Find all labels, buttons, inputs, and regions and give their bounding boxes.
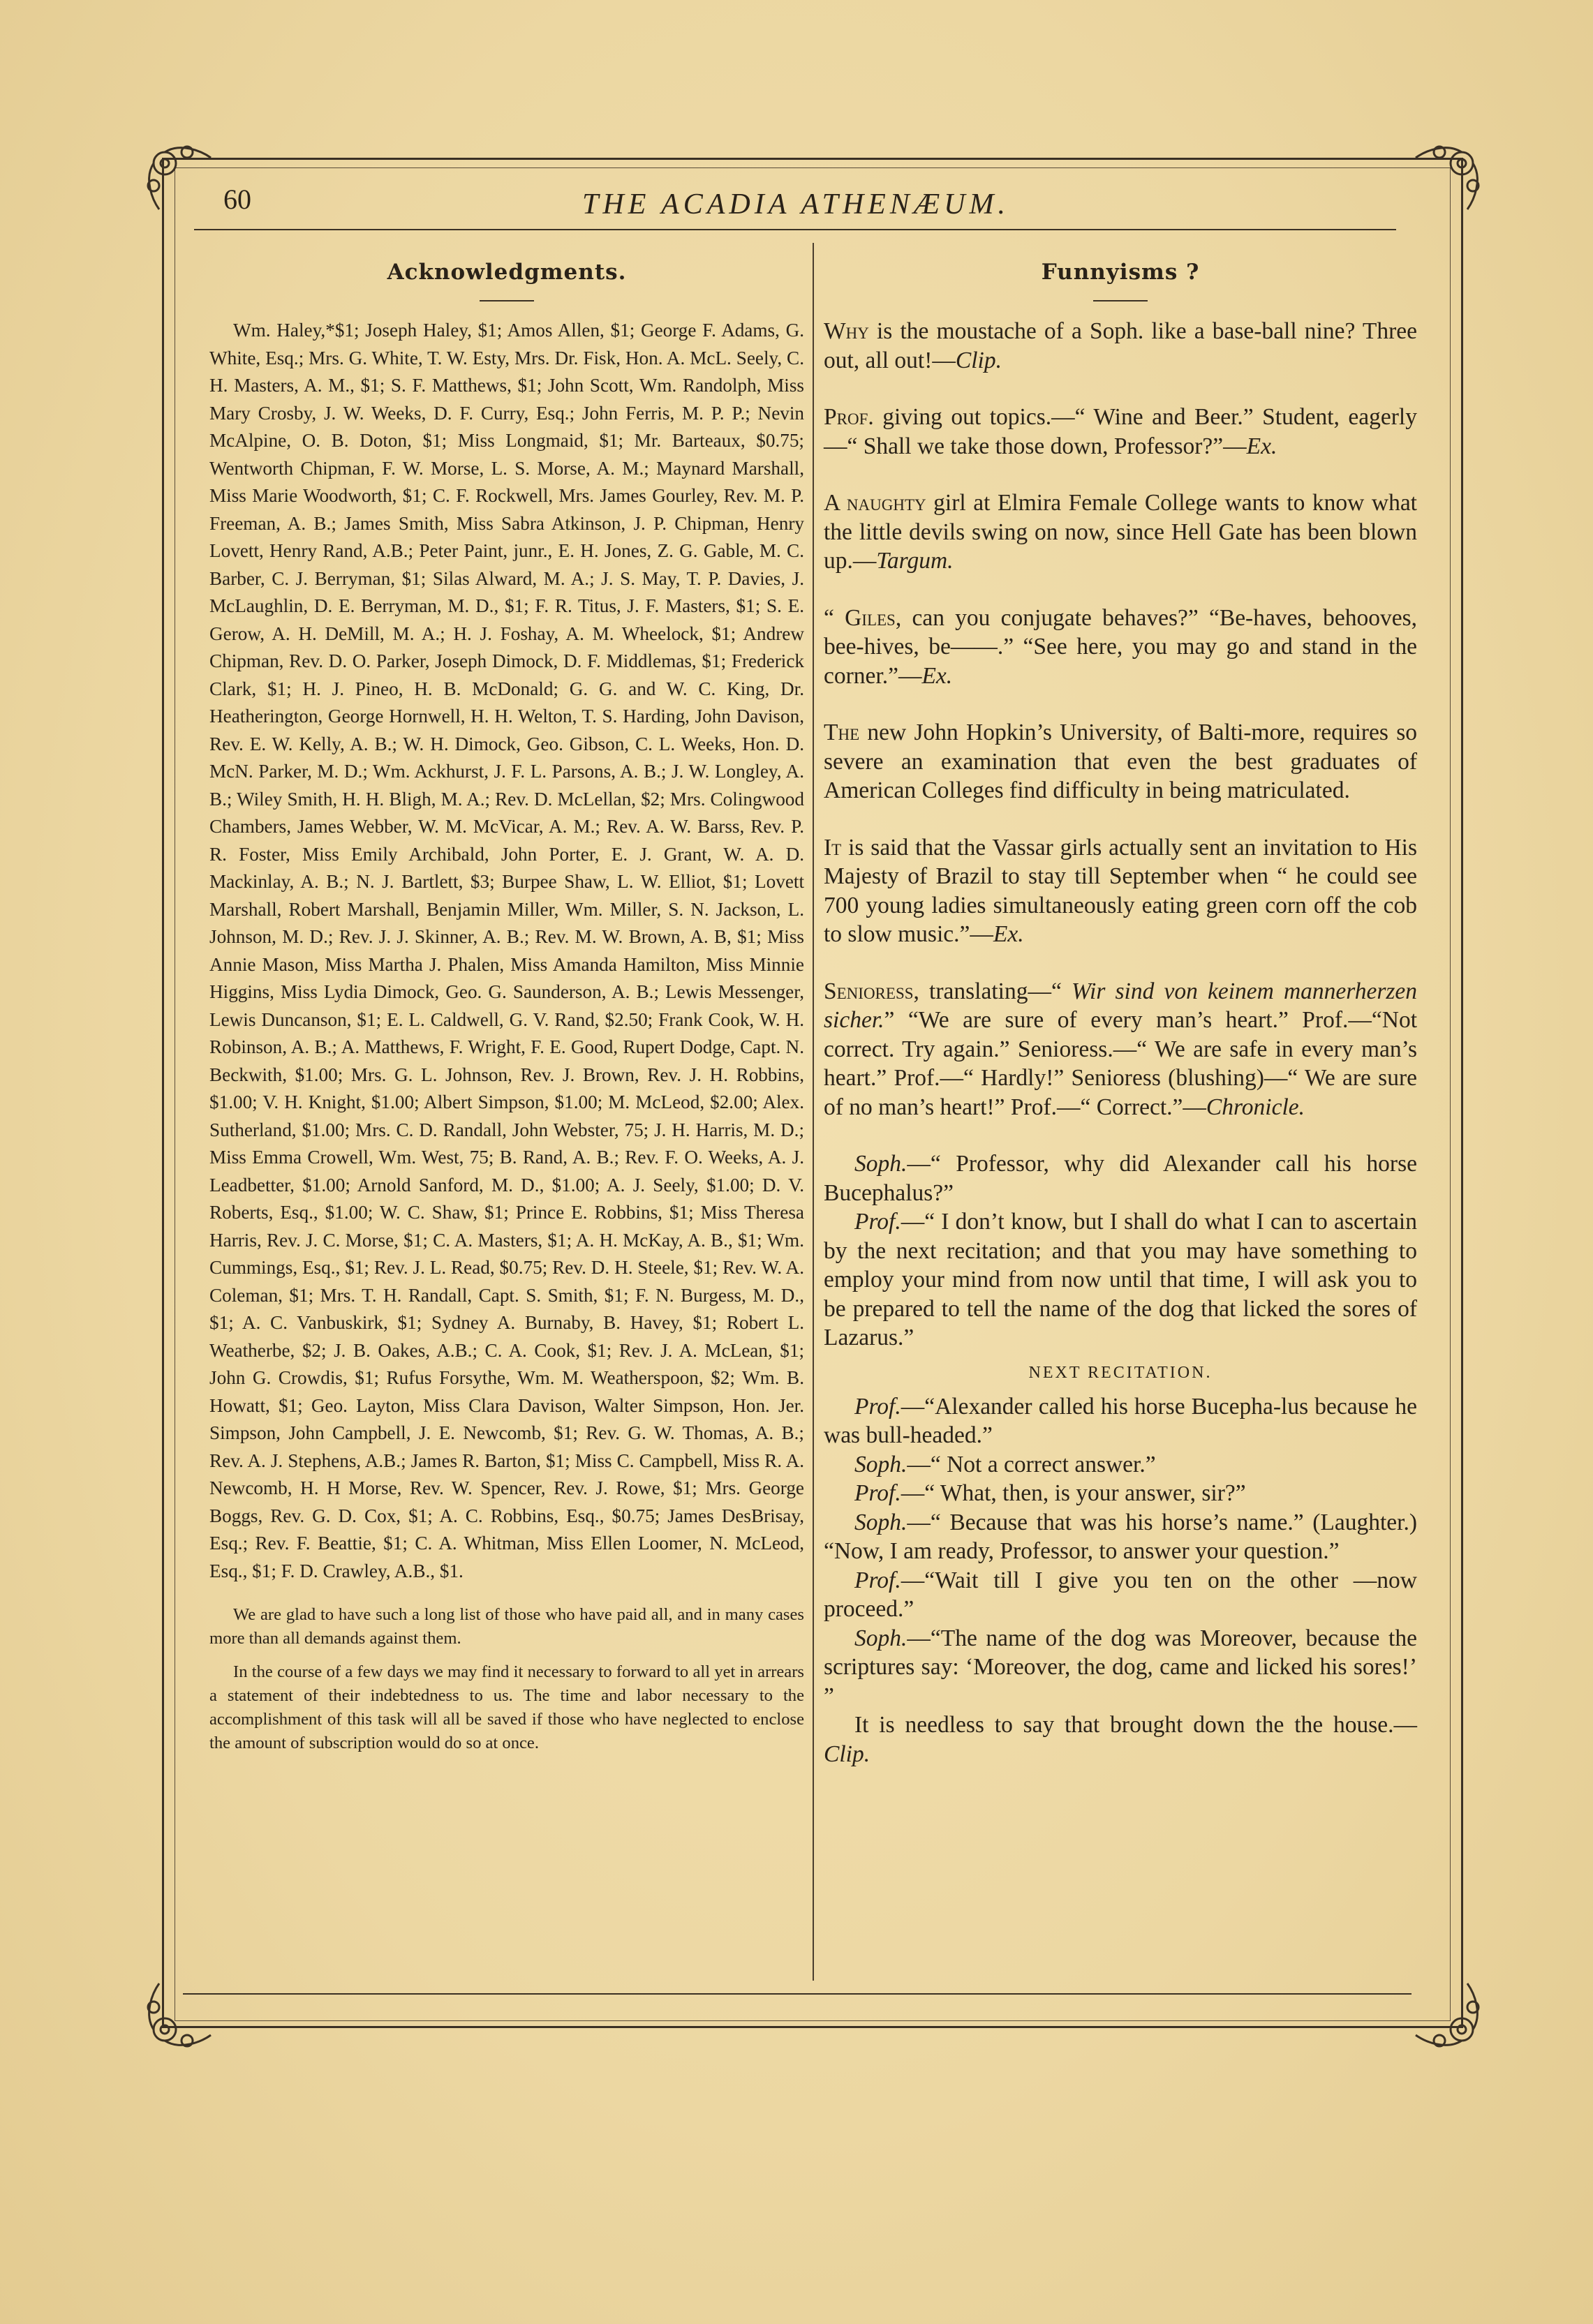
heading-rule <box>1093 300 1148 301</box>
footer-rule <box>183 1993 1412 1995</box>
corner-scroll-bottom-left-icon <box>138 1979 215 2056</box>
joke-elmira: A naughty girl at Elmira Female College wants to know what the little devils swing on now, since Hell Gate has been blown up.—Targum. <box>824 490 1417 574</box>
funnyisms-column <box>824 253 1417 1768</box>
joke-senioress: Senioress, translating—“ Wir sind von keinem mannerherzen sicher.” “We are sure of every man’s heart.” Prof.—“Not correct. Try again.” Senioress.—“ We are safe in every man’s heart.” Prof.—“ Hardly!” Senioress (blushing)—“ We are sure of no man’s heart!” Prof.—“ Correct.”—Chronicle. <box>824 978 1418 1120</box>
acknowledgments-heading: Acknowledgments. <box>387 260 627 285</box>
dialogue-line: Prof.—“Alexander called his horse Bucepha-lus because he was bull-headed.” <box>824 1393 1417 1448</box>
joke-wine-and-beer: Prof. giving out topics.—“ Wine and Beer.” Student, eagerly—“ Shall we take those down, Professor?”—Ex. <box>824 404 1417 459</box>
dialogue-line: Soph.—“ Not a correct answer.” <box>854 1451 1156 1477</box>
arrears-notice: In the course of a few days we may find it necessary to forward to all yet in arrears a statement of their indebtedness to us. The time and labor necessary to the accomplishment of this task will all be saved if those who have neglected to enclose the amount of subscription would do so at once. <box>209 1662 804 1752</box>
journal-title: THE ACADIA ATHENÆUM. <box>582 188 1009 221</box>
acknowledgments-column <box>209 253 804 1755</box>
corner-scroll-top-right-icon <box>1412 137 1488 214</box>
dialogue-line: Soph.—“ Professor, why did Alexander call his horse Bucephalus?” <box>824 1151 1417 1206</box>
dialogue-line: Soph.—“The name of the dog was Moreover, because the scriptures say: ‘Moreover, the dog, came and licked his sores!’ ” <box>824 1625 1417 1709</box>
next-recitation-heading: NEXT RECITATION. <box>1028 1363 1213 1382</box>
dialogue-line: Soph.—“ Because that was his horse’s name.” (Laughter.) “Now, I am ready, Professor, to answer your question.” <box>824 1509 1417 1564</box>
column-divider <box>813 243 814 1981</box>
subscriber-list: Wm. Haley,*$1; Joseph Haley, $1; Amos Allen, $1; George F. Adams, G. White, Esq.; Mrs. G. White, T. W. Esty, Mrs. Dr. Fisk, Hon. A. McL. Seely, C. H. Masters, A. M., $1; S. F. Matthews, $1; John Scott, Wm. Randolph, Miss Mary Crosby, J. W. Weeks, D. F. Curry, Esq.; John Ferris, M. P. P.; Nevin McAlpine, O. B. Doton, $1; Miss Longmaid, $1; Mr. Barteaux, $0.75; Wentworth Chipman, F. W. Morse, L. S. Morse, A. M.; Maynard Marshall, Miss Marie Woodworth, $1; C. F. Rockwell, Mrs. James Gourley, Rev. M. P. Freeman, A. B.; James Smith, Miss Sabra Atkinson, J. P. Chipman, Henry Lovett, Henry Rand, A.B.; Peter Paint, junr., E. H. Jones, Z. G. Gable, M. C. Barber, C. J. Berryman, $1; Silas Alward, M. A.; J. S. May, T. P. Davies, J. McLaughlin, D. E. Berryman, M. D., $1; F. R. Titus, J. F. Masters, $1; S. E. Gerow, A. H. DeMill, M. A.; H. J. Foshay, A. M. Wheelock, $1; Andrew Chipman, Rev. D. O. Parker, Joseph Dimock, D. F. Middlemas, $1; Frederick Clark, $1; H. J. Pineo, H. B. McDonald; G. G. and W. C. King, Dr. Heatherington, George Hornwell, H. H. Welton, T. S. Harding, John Davison, Rev. E. W. Kelly, A. B.; W. H. Dimock, Geo. Gibson, C. L. Weeks, Hon. D. McN. Parker, M. D.; Wm. Ackhurst, J. F. L. Parsons, A. B.; J. W. Longley, A. B.; Wiley Smith, H. H. Bligh, M. A.; Rev. D. McLellan, $2; Mrs. Colingwood Chambers, James Webber, W. M. McVicar, A. M.; Rev. A. W. Barss, Rev. P. R. Foster, Miss Emily Archibald, John Porter, E. J. Grant, W. A. D. Mackinlay, A. B.; N. J. Bartlett, $3; Burpee Shaw, L. W. Elliot, $1; Lovett Marshall, Robert Marshall, Benjamin Miller, Wm. Miller, S. N. Jackson, L. Johnson, M. D.; Rev. J. J. Skinner, A. B.; Rev. M. W. Brown, A. B, $1; Miss Annie Mason, Miss Martha J. Phalen, Miss Amanda Hamilton, Miss Minnie Higgins, Miss Lydia Dimock, Geo. G. Saunderson, A. B.; Lewis Messenger, Lewis Duncanson, $1; E. L. Caldwell, G. V. Rand, $2.50; Frank Cook, W. H. Robinson, A. B.; A. Matthews, F. Wright, F. E. Good, Rupert Dodge, Capt. N. Beckwith, $1.00; Mrs. G. L. Johnson, Rev. J. Brown, Rev. J. H. Robbins, $1.00; V. H. Knight, $1.00; Albert Simpson, $1.00; M. McLeod, $2.00; Alex. Sutherland, $1.00; Mrs. C. D. Randall, John Webster, 75; J. H. Harris, M. D.; Miss Emma Crowell, Wm. West, 75; B. Rand, A. B.; Rev. F. O. Weeks, A. J. Leadbetter, $1.00; Arnold Sanford, M. D., $1.00; A. J. Seely, $1.00; D. V. Roberts, Esq., $1.00; W. C. Shaw, $1; Prince E. Robbins, $1; Miss Theresa Harris, Rev. J. C. Morse, $1; C. A. Masters, $1; A. H. McKay, A. B., $1; Wm. Cummings, Esq., $1; Rev. J. L. Read, $0.75; Rev. D. H. Steele, $1; Rev. W. A. Coleman, $1; Mrs. T. H. Randall, Capt. S. Smith, $1; F. N. Burgess, M. D., $1; A. C. Vanbuskirk, $1; Sydney A. Burnaby, B. Havey, $1; Robert L. Weatherbe, $2; J. B. Oakes, A.B.; C. A. Cook, $1; Rev. J. A. McLean, $1; John G. Crowdis, $1; Rufus Forsythe, Wm. M. Weatherspoon, $2; Wm. B. Howatt, $1; Geo. Layton, Miss Clara Davison, Walter Simpson, Hon. Jer. Simpson, John Campbell, J. E. Newcomb, $1; Rev. G. W. Thomas, A. B.; Rev. A. J. Stephens, A.B.; James R. Barton, $1; Miss C. Campbell, Miss R. A. Newcomb, H. H Morse, Rev. W. Spencer, Rev. J. Rowe, $1; Mrs. George Boggs, Rev. G. D. Cox, $1; A. C. Robbins, Esq., $0.75; James DesBrisay, Esq.; Rev. F. Beattie, $1; C. A. Whitman, Miss Ellen Loomer, N. McLeod, Esq., $1; F. D. Crawley, A.B., $1. <box>209 320 804 1581</box>
acknowledgments-note: We are glad to have such a long list of those who have paid all, and in many cases more than all demands against them. <box>209 1605 804 1648</box>
page-number: 60 <box>223 184 251 215</box>
heading-rule <box>480 300 534 301</box>
dialogue-line: Prof.—“Wait till I give you ten on the other —now proceed.” <box>824 1567 1417 1622</box>
funnyisms-heading: Funnyisms ? <box>1041 260 1200 285</box>
dialogue-line: Prof.—“ I don’t know, but I shall do what I can to ascertain by the next recitation; and that you may have something to employ your mind from now until that time, I will ask you to be prepared to tell the name of the dog that licked the sores of Lazarus.” <box>824 1209 1417 1350</box>
header-rule <box>194 229 1396 230</box>
joke-moustache: Why is the moustache of a Soph. like a base-ball nine? Three out, all out!—Clip. <box>824 318 1417 373</box>
corner-scroll-bottom-right-icon <box>1412 1979 1488 2056</box>
joke-giles: “ Giles, can you conjugate behaves?” “Be-haves, behooves, bee-hives, be——.” “See here, you may go and stand in the corner.”—Ex. <box>824 604 1417 689</box>
closing-line: It is needless to say that brought down the the house.—Clip. <box>824 1712 1417 1767</box>
item-vassar: It is said that the Vassar girls actually sent an invitation to His Majesty of Brazil to stay till September when “ he could see 700 young ladies simultaneously eating green corn off the cob to slow music.”—Ex. <box>824 834 1417 947</box>
dialogue-line: Prof.—“ What, then, is your answer, sir?” <box>854 1480 1246 1506</box>
item-john-hopkins: The new John Hopkin’s University, of Balti-more, requires so severe an examination that even the best graduates of American Colleges find difficulty in being matriculated. <box>824 720 1417 803</box>
running-header <box>195 173 1396 222</box>
